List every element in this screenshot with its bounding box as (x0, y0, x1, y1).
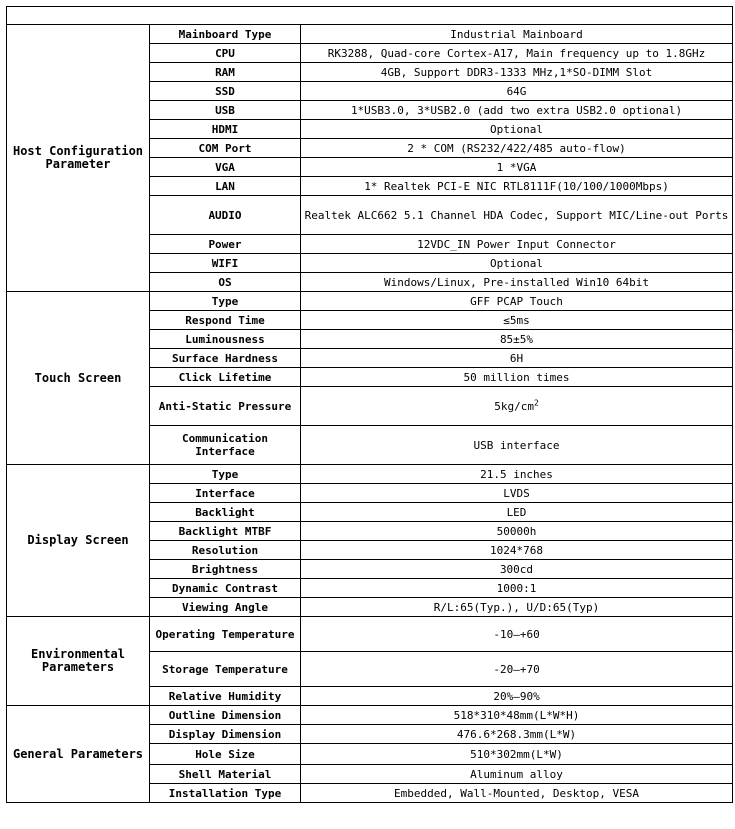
table-row (7, 292, 733, 311)
value-text: 50 million times (463, 370, 570, 384)
value-text: RK3288, Quad-core Cortex-A17, Main frequency up to 1.8GHz (327, 46, 706, 60)
param-cell: Resolution (150, 541, 301, 560)
param-cell: USB (150, 101, 301, 120)
value-cell (301, 784, 733, 803)
param-cell: Backlight (150, 503, 301, 522)
param-cell: Relative Humidity (150, 687, 301, 706)
value-text: 1024*768 (490, 543, 543, 557)
param-cell: CPU (150, 44, 301, 63)
value-text: 1000:1 (496, 581, 537, 595)
category-cell: General Parameters (7, 706, 150, 803)
value-cell (301, 579, 733, 598)
value-text: Aluminum alloy (470, 767, 563, 781)
table-row (7, 465, 733, 484)
value-cell (301, 177, 733, 196)
param-cell: Respond Time (150, 311, 301, 330)
value-text: Optional (490, 122, 543, 136)
value-cell (301, 120, 733, 139)
param-cell: Type (150, 465, 301, 484)
param-cell: OS (150, 273, 301, 292)
value-text: 1* Realtek PCI-E NIC RTL8111F(10/100/1000Mbps) (364, 179, 669, 193)
value-text: 510*302mm(L*W) (470, 747, 563, 761)
category-cell: Display Screen (7, 465, 150, 617)
value-text: 85±5% (499, 332, 534, 346)
value-text: USB interface (473, 438, 560, 452)
category-cell: Host Configuration Parameter (7, 25, 150, 292)
value-cell (301, 426, 733, 465)
value-text: GFF PCAP Touch (470, 294, 563, 308)
value-cell (301, 617, 733, 652)
param-cell: AUDIO (150, 196, 301, 235)
value-cell (301, 503, 733, 522)
param-cell: RAM (150, 63, 301, 82)
param-cell: Click Lifetime (150, 368, 301, 387)
value-text: 300cd (499, 562, 534, 576)
param-cell: HDMI (150, 120, 301, 139)
param-cell: SSD (150, 82, 301, 101)
value-cell (301, 652, 733, 687)
value-text: Realtek ALC662 5.1 Channel HDA Codec, Support MIC/Line-out Ports (304, 208, 729, 222)
value-cell (301, 706, 733, 725)
value-text: Windows/Linux, Pre-installed Win10 64bit (384, 275, 649, 289)
spec-table (6, 6, 733, 803)
value-cell (301, 368, 733, 387)
param-cell: WIFI (150, 254, 301, 273)
value-text: 6H (509, 351, 524, 365)
value-text: LVDS (503, 486, 530, 500)
value-cell (301, 235, 733, 254)
table-row (7, 706, 733, 725)
value-text: 21.5 inches (480, 467, 553, 481)
value-cell (301, 101, 733, 120)
value-cell (301, 292, 733, 311)
param-cell: Dynamic Contrast (150, 579, 301, 598)
value-cell (301, 311, 733, 330)
category-cell: Environmental Parameters (7, 617, 150, 706)
value-text: 50000h (496, 524, 537, 538)
value-text: 64G (506, 84, 527, 98)
value-text: Industrial Mainboard (450, 27, 583, 41)
param-cell: Backlight MTBF (150, 522, 301, 541)
value-text: 2 * COM (RS232/422/485 auto-flow) (407, 141, 626, 155)
param-cell: Display Dimension (150, 725, 301, 744)
param-cell: Type (150, 292, 301, 311)
value-text: 1 *VGA (496, 160, 537, 174)
table-header-cell (7, 7, 733, 25)
param-cell: Shell Material (150, 765, 301, 784)
value-text: 5kg/cm (494, 399, 534, 413)
value-text: 1*USB3.0, 3*USB2.0 (add two extra USB2.0 optional) (350, 103, 683, 117)
param-cell: Outline Dimension (150, 706, 301, 725)
value-cell (301, 196, 733, 235)
value-text: Embedded, Wall-Mounted, Desktop, VESA (393, 786, 640, 800)
value-cell (301, 330, 733, 349)
value-cell (301, 139, 733, 158)
value-cell (301, 158, 733, 177)
value-text: -20—+70 (493, 662, 540, 676)
value-cell (301, 25, 733, 44)
value-text: 4GB, Support DDR3-1333 MHz,1*SO-DIMM Slot (380, 65, 653, 79)
param-cell: Power (150, 235, 301, 254)
param-cell: Anti-Static Pressure (150, 387, 301, 426)
value-cell (301, 541, 733, 560)
value-cell (301, 522, 733, 541)
param-cell: Storage Temperature (150, 652, 301, 687)
value-text: 20%—90% (493, 689, 540, 703)
value-cell (301, 254, 733, 273)
value-cell (301, 349, 733, 368)
value-text: Optional (490, 256, 543, 270)
param-cell: Communication Interface (150, 426, 301, 465)
value-cell (301, 765, 733, 784)
param-cell: COM Port (150, 139, 301, 158)
param-cell: LAN (150, 177, 301, 196)
table-header-row (7, 7, 733, 25)
value-cell (301, 273, 733, 292)
param-cell: Installation Type (150, 784, 301, 803)
param-cell: Brightness (150, 560, 301, 579)
value-cell (301, 484, 733, 503)
value-cell (301, 744, 733, 765)
value-text: 476.6*268.3mm(L*W) (456, 727, 577, 741)
param-cell: Luminousness (150, 330, 301, 349)
param-cell: Surface Hardness (150, 349, 301, 368)
value-cell (301, 687, 733, 706)
category-cell: Touch Screen (7, 292, 150, 465)
value-cell (301, 63, 733, 82)
value-cell (301, 725, 733, 744)
param-cell: Mainboard Type (150, 25, 301, 44)
table-row (7, 617, 733, 652)
value-text: 518*310*48mm(L*W*H) (453, 708, 580, 722)
value-text: R/L:65(Typ.), U/D:65(Typ) (433, 600, 600, 614)
value-text: LED (506, 505, 527, 519)
value-text: -10—+60 (493, 627, 540, 641)
value-cell (301, 82, 733, 101)
table-row (7, 25, 733, 44)
param-cell: Viewing Angle (150, 598, 301, 617)
value-text: ≤5ms (503, 313, 530, 327)
value-cell (301, 465, 733, 484)
param-cell: VGA (150, 158, 301, 177)
param-cell: Hole Size (150, 744, 301, 765)
value-cell (301, 44, 733, 63)
value-cell (301, 598, 733, 617)
param-cell: Operating Temperature (150, 617, 301, 652)
value-text: 12VDC_IN Power Input Connector (417, 237, 616, 251)
value-cell (301, 387, 733, 426)
superscript: 2 (533, 397, 539, 407)
value-cell (301, 560, 733, 579)
param-cell: Interface (150, 484, 301, 503)
